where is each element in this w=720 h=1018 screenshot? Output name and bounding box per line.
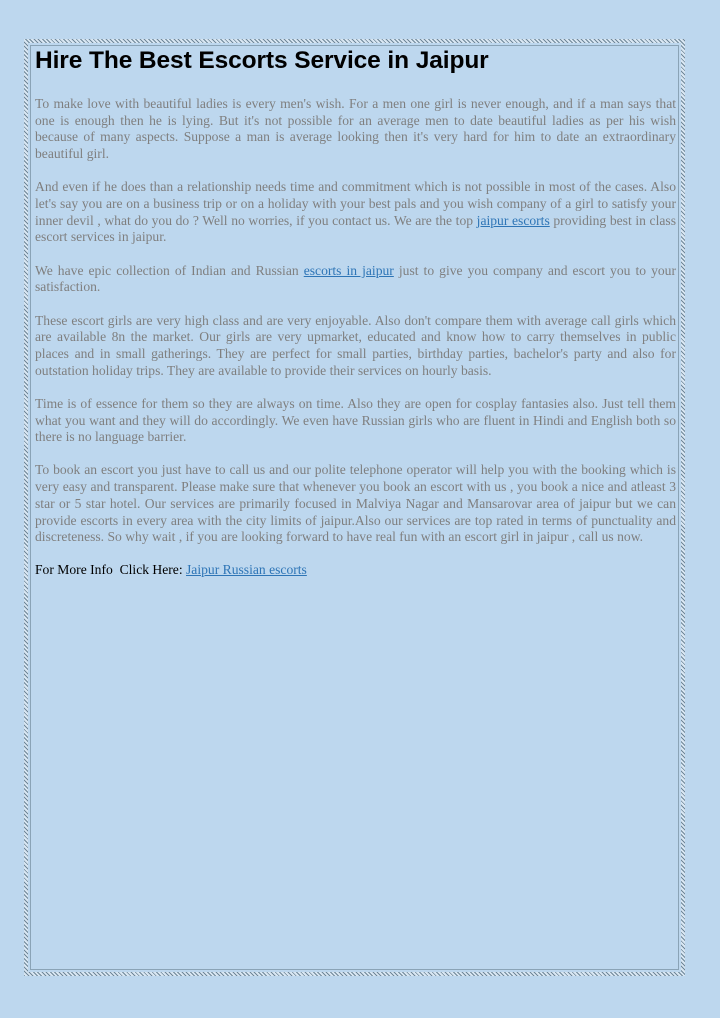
paragraph-punctuality: Time is of essence for them so they are always on time. Also they are open for cosplay fantasies also. Just tell them what you want and they will do accordingly. We even have Russian girls who are fluent in Hindi and English both so there is no language barrier. [35,395,676,445]
paragraph-relationship-text: And even if he does than a relationship needs time and commitment which is not possible in most of the cases. Also let's say you are on a business trip or on a holiday with your best pals and you wish company of a girl to satisfy your inner devil , what do you do ? Well no worries, if you contact us. We are the top [35,179,676,228]
paragraph-relationship [35,179,676,246]
page-title: Hire The Best Escorts Service in Jaipur [35,47,489,74]
more-info-line [35,562,676,579]
more-info-label: For More Info Click Here: [35,562,187,578]
paragraph-collection-text-end: just to give you company and escort you to your satisfaction. [35,262,677,295]
paragraph-intro: To make love with beautiful ladies is every men's wish. For a men one girl is never enough, and if a man says that one is enough then he is lying. But it's not possible for an average men to date beautiful ladies as per his wish because of many aspects. Suppose a man is average looking then it's very hard for him to date an extraordinary beautiful girl. [35,96,676,162]
jaipur-russian-escorts-link[interactable]: Jaipur Russian escorts [186,562,307,578]
paragraph-high-class: These escort girls are very high class and are very enjoyable. Also don't compare them with average call girls which are available 8n the market. Our girls are very upmarket, educated and know how to carry themselves in public places and in small gatherings. They are perfect for small parties, birthday parties, bachelor's party and also for outstation holiday trips. They are available to provide their services on hourly basis. [35,312,676,378]
paragraph-collection [35,263,676,296]
paragraph-relationship-text-end: providing best in class escort services in jaipur. [35,212,676,245]
jaipur-escorts-link[interactable]: jaipur escorts [476,212,550,228]
paragraph-collection-text: We have epic collection of Indian and Russian [35,262,304,278]
escorts-in-jaipur-link[interactable]: escorts in jaipur [303,262,394,278]
paragraph-booking: To book an escort you just have to call us and our polite telephone operator will help you with the booking which is very easy and transparent. Please make sure that whenever you book an escort with us , you book a nice and atleast 3 star or 5 star hotel. Our services are primarily focused in Malviya Nagar and Mansarovar area of jaipur but we can provide escorts in every area with the city limits of jaipur.Also our services are top rated in terms of punctuality and discreteness. So why wait , if you are looking forward to have real fun with an escort girl in jaipur , call us now. [35,462,676,545]
document-content [35,45,676,596]
